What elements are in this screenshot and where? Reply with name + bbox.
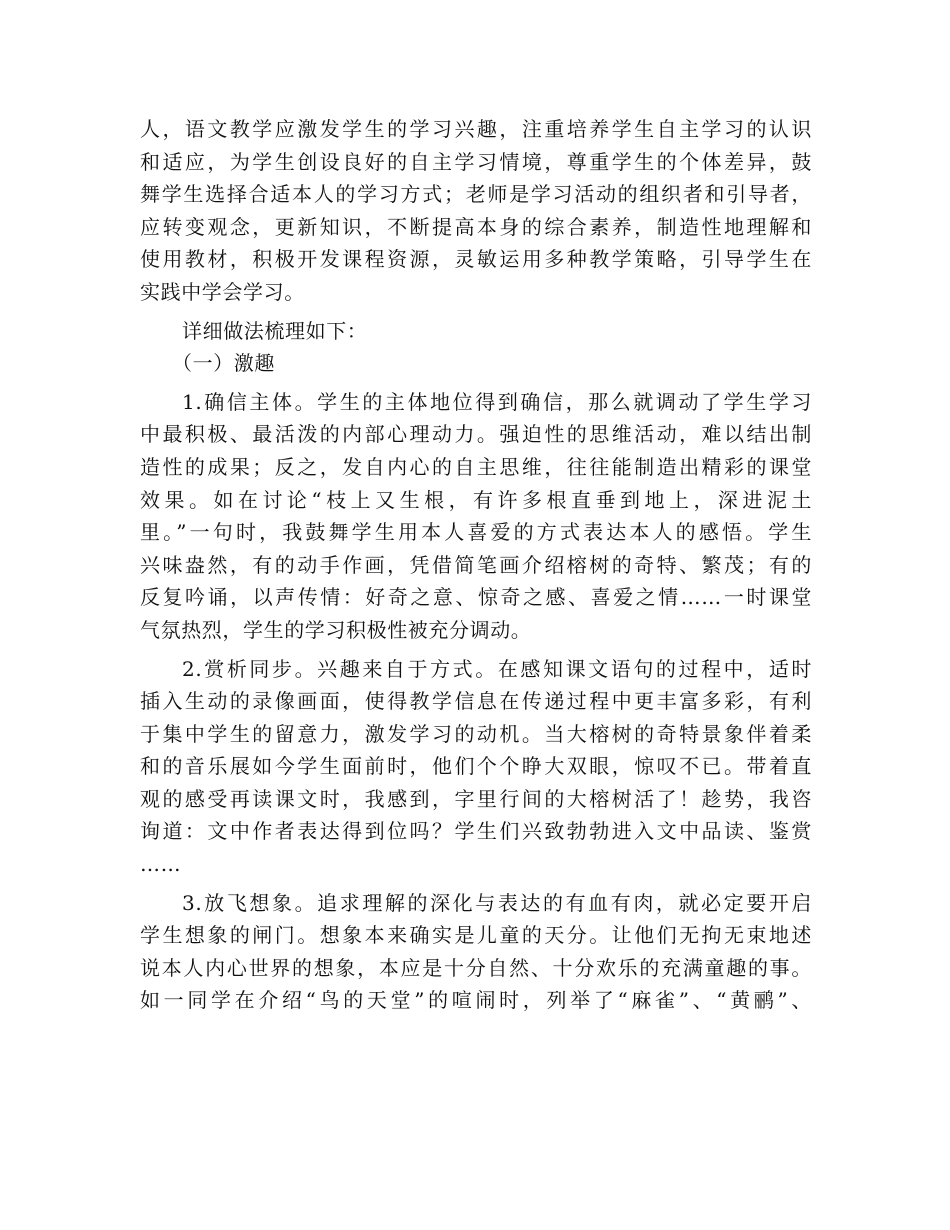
text-line: 反复吟诵，以声传情：好奇之意、惊奇之感、喜爱之情……一时课堂 — [140, 585, 812, 610]
text-line: 应转变观念，更新知识，不断提高本身的综合素养，制造性地理解和 — [140, 214, 812, 239]
text-line: 中最积极、最活泼的内部心理动力。强迫性的思维活动，难以结出制 — [140, 422, 812, 447]
document-page — [140, 113, 812, 1017]
text-line: 如一同学在介绍“鸟的天堂”的喧闹时，列举了“麻雀”、“黄鹂”、 — [140, 988, 812, 1013]
text-line: 学生想象的闸门。想象本来确实是儿童的天分。让他们无拘无束地述 — [140, 923, 812, 948]
text-line: 实践中学会学习。 — [140, 279, 305, 304]
text-line: 气氛热烈，学生的学习积极性被充分调动。 — [140, 617, 532, 642]
item-3-paragraph — [140, 887, 812, 1017]
text-line: 3.放飞想象。追求理解的深化与表达的有血有肉，就必定要开启 — [182, 890, 812, 915]
text-line: …… — [140, 852, 182, 877]
text-line: 效果。如在讨论“枝上又生根，有许多根直垂到地上，深进泥土 — [140, 487, 812, 512]
text-line: 舞学生选择合适本人的学习方式；老师是学习活动的组织者和引导者， — [140, 182, 812, 207]
text-line: 和的音乐展如今学生面前时，他们个个睁大双眼，惊叹不已。带着直 — [140, 754, 812, 779]
text-line: 说本人内心世界的想象，本应是十分自然、十分欢乐的充满童趣的事。 — [140, 955, 812, 980]
text-line: 造性的成果；反之，发自内心的自主思维，往往能制造出精彩的课堂 — [140, 454, 812, 479]
text-line: 人，语文教学应激发学生的学习兴趣，注重培养学生自主学习的认识 — [140, 117, 812, 141]
text-line: 于集中学生的留意力，激发学习的动机。当大榕树的奇特景象伴着柔 — [140, 721, 812, 746]
text-line: 插入生动的录像画面，使得教学信息在传递过程中更丰富多彩，有利 — [140, 689, 812, 714]
text-line: 里。”一句时，我鼓舞学生用本人喜爱的方式表达本人的感悟。学生 — [140, 520, 812, 545]
intro-paragraph — [140, 113, 812, 309]
summary-line: 详细做法梳理如下： — [182, 318, 368, 343]
text-line: 和适应，为学生创设良好的自主学习情境，尊重学生的个体差异，鼓 — [140, 149, 812, 174]
text-line: 1.确信主体。学生的主体地位得到确信，那么就调动了学生学习 — [182, 389, 812, 414]
text-line: 2.赏析同步。兴趣来自于方式。在感知课文语句的过程中，适时 — [182, 656, 812, 681]
text-line: 观的感受再读课文时，我感到，字里行间的大榕树活了！趁势，我咨 — [140, 786, 812, 811]
text-line: 询道：文中作者表达得到位吗？学生们兴致勃勃进入文中品读、鉴赏 — [140, 819, 812, 844]
text-line: 兴味盎然，有的动手作画，凭借简笔画介绍榕树的奇特、繁茂；有的 — [140, 552, 812, 577]
section-heading: （一）激趣 — [172, 351, 275, 376]
item-2-paragraph — [140, 653, 812, 881]
item-1-paragraph — [140, 386, 812, 647]
text-line: 使用教材，积极开发课程资源，灵敏运用多种教学策略，引导学生在 — [140, 247, 812, 272]
